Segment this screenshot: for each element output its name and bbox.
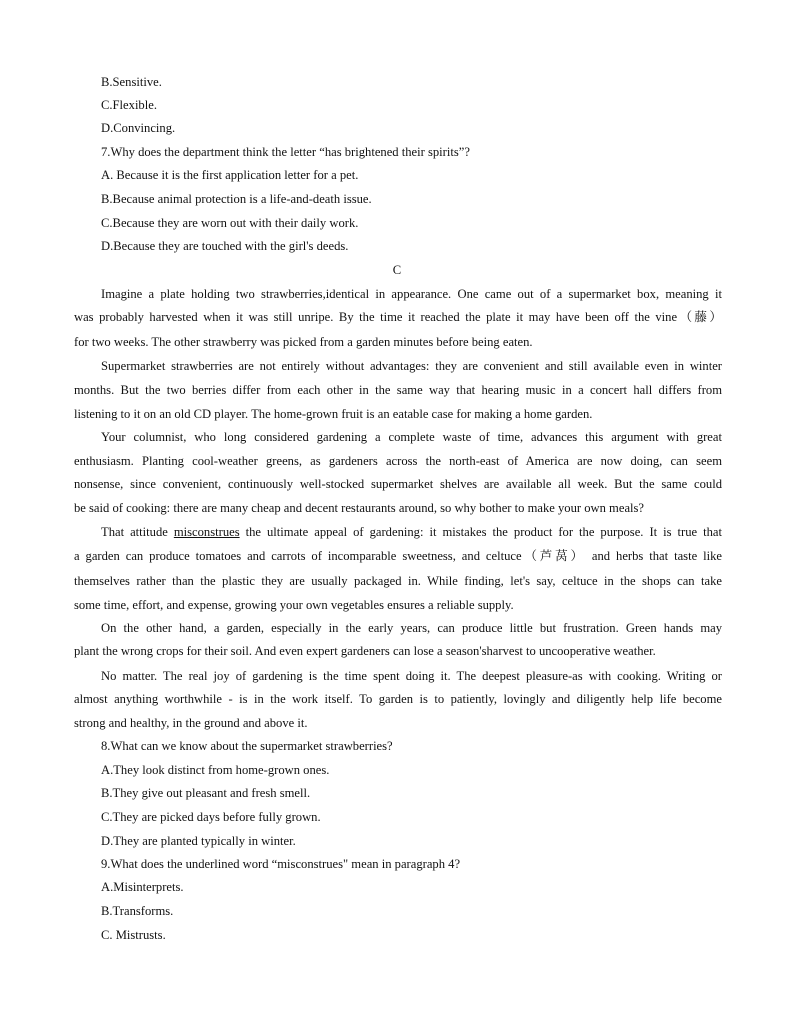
question-8-stem: 8.What can we know about the supermarket strawberries? [101,739,393,753]
question-8-option-b: B.They give out pleasant and fresh smell. [101,786,311,800]
paragraph-6-line: strong and healthy, in the ground and above it. [74,716,308,730]
paragraph-2-line: listening to it on an old CD player. The home-grown fruit is an eatable case for making a home garden. [74,407,593,421]
question-8-option-c: C.They are picked days before fully grown. [101,810,321,824]
question-7-option-c: C.Because they are worn out with their daily work. [101,216,359,230]
question-8-option-d: D.They are planted typically in winter. [101,834,296,848]
paragraph-6-line: No matter. The real joy of gardening is the time spent doing it. The deepest pleasure-as with cooking. Writing or [101,669,722,683]
prev-option-b: B.Sensitive. [101,75,162,89]
prev-option-d: D.Convincing. [101,121,176,135]
paragraph-4-text: That attitude [101,525,174,539]
paragraph-4-text: the ultimate appeal of gardening: it mistakes the product for the purpose. It is true that [239,525,722,539]
paragraph-3-line: Your columnist, who long considered gardening a complete waste of time, advances this argument with great [101,430,722,444]
paragraph-4-line: some time, effort, and expense, growing your own vegetables ensures a reliable supply. [74,598,514,612]
paragraph-4-line: themselves rather than the plastic they are usually packaged in. While finding, let's say, celtuce in the shops can take [74,574,722,588]
paragraph-5-line: plant the wrong crops for their soil. And even expert gardeners can lose a season'sharvest to uncooperative weather. [74,644,656,658]
paragraph-5-line: On the other hand, a garden, especially in the early years, can produce little but frustration. Green hands may [101,621,722,635]
section-title: C [392,263,402,277]
question-9-option-c: C. Mistrusts. [101,928,166,942]
paragraph-1-line: Imagine a plate holding two strawberries,identical in appearance. One came out of a supermarket box, meaning it [101,287,722,301]
paragraph-3-line: be said of cooking: there are many cheap and decent restaurants around, so why bother to make your own meals? [74,501,645,515]
paragraph-2-line: Supermarket strawberries are not entirely without advantages: they are convenient and still available even in winter [101,359,722,373]
prev-option-c: C.Flexible. [101,98,157,112]
paragraph-2-line: months. But the two berries differ from each other in the same way that hearing music in a concert hall differs from [74,383,722,397]
question-7-option-d: D.Because they are touched with the girl's deeds. [101,239,349,253]
question-9-option-b: B.Transforms. [101,904,174,918]
paragraph-1-line: was probably harvested when it was still unripe. By the time it reached the plate it may have been off the vine（藤） [74,310,722,324]
paragraph-3-line: nonsense, since convenient, continuously well-stocked supermarket shelves are available all week. But the same could [74,477,722,491]
paragraph-1-line: for two weeks. The other strawberry was picked from a garden minutes before being eaten. [74,335,533,349]
paragraph-3-line: enthusiasm. Planting cool-weather greens, as gardeners across the north-east of America are now doing, can seem [74,454,722,468]
paragraph-6-line: almost anything worthwhile - is in the work itself. To garden is to patiently, lovingly and diligently help life become [74,692,722,706]
paragraph-4-line [101,524,722,540]
question-9-option-a: A.Misinterprets. [101,880,184,894]
paragraph-4-line: a garden can produce tomatoes and carrots of incomparable sweetness, and celtuce（芦莴） and herbs that taste like [74,549,722,563]
question-9-stem: 9.What does the underlined word “misconstrues" mean in paragraph 4? [101,857,461,871]
question-7-option-a: A. Because it is the first application letter for a pet. [101,168,359,182]
question-7-option-b: B.Because animal protection is a life-and-death issue. [101,192,372,206]
question-7-stem: 7.Why does the department think the letter “has brightened their spirits”? [101,145,470,159]
underlined-word: misconstrues [173,525,240,539]
question-8-option-a: A.They look distinct from home-grown ones. [101,763,330,777]
